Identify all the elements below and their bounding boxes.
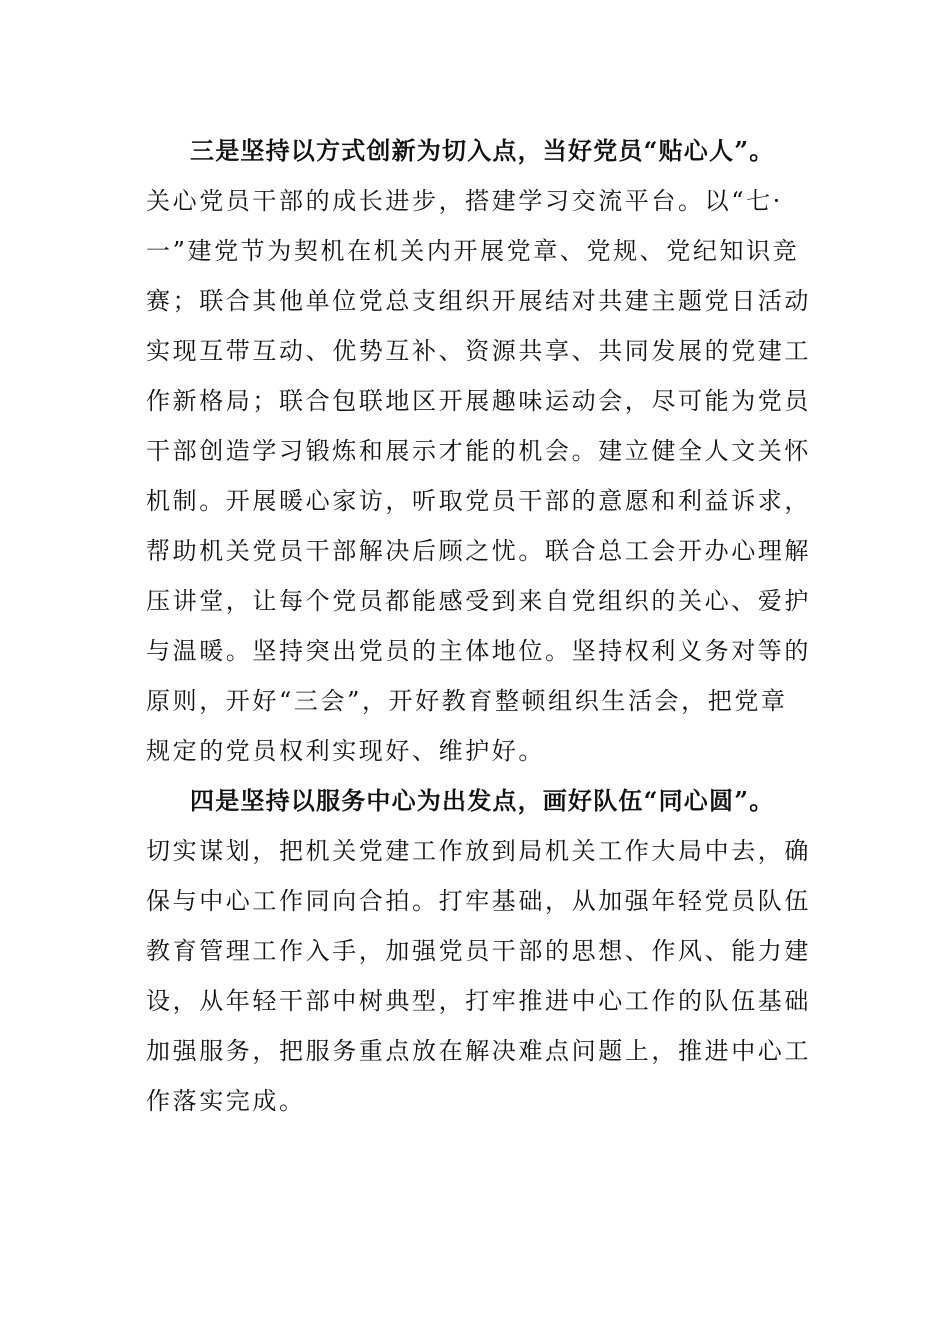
section-heading: 四是坚持以服务中心为出发点，画好队伍“同心圆”。 (190, 786, 775, 815)
paragraph-line: 设，从年轻干部中树典型，打牢推进中心工作的队伍基础 (146, 987, 811, 1015)
paragraph-line: 作落实完成。 (146, 1087, 306, 1115)
paragraph-line: 加强服务，把服务重点放在解决难点问题上，推进中心工 (146, 1037, 811, 1065)
paragraph-line: 实现互带互动、优势互补、资源共享、共同发展的党建工 (146, 337, 811, 365)
paragraph-line: 与温暖。坚持突出党员的主体地位。坚持权利义务对等的 (146, 637, 811, 665)
paragraph-line: 教育管理工作入手，加强党员干部的思想、作风、能力建 (146, 937, 811, 965)
paragraph-line: 赛；联合其他单位党总支组织开展结对共建主题党日活动 (146, 287, 811, 315)
paragraph-line: 切实谋划，把机关党建工作放到局机关工作大局中去，确 (146, 837, 811, 865)
paragraph-line: 原则，开好“三会”，开好教育整顿组织生活会，把党章 (146, 687, 788, 715)
paragraph-line: 机制。开展暖心家访，听取党员干部的意愿和利益诉求， (146, 487, 811, 515)
section-3-service-heart (146, 126, 811, 776)
section-4-serve-center (146, 776, 811, 1126)
paragraph-line: 保与中心工作同向合拍。打牢基础，从加强年轻党员队伍 (146, 887, 811, 915)
paragraph-line: 帮助机关党员干部解决后顾之忧。联合总工会开办心理解 (146, 537, 811, 565)
paragraph-line: 压讲堂，让每个党员都能感受到来自党组织的关心、爱护 (146, 587, 811, 615)
paragraph-line: 一”建党节为契机在机关内开展党章、党规、党纪知识竞 (146, 237, 800, 265)
paragraph-line: 关心党员干部的成长进步，搭建学习交流平台。以“七· (146, 187, 783, 215)
section-heading: 三是坚持以方式创新为切入点，当好党员“贴心人”。 (190, 136, 775, 165)
paragraph-line: 作新格局；联合包联地区开展趣味运动会，尽可能为党员 (146, 387, 811, 415)
paragraph-line: 规定的党员权利实现好、维护好。 (146, 737, 545, 765)
paragraph-line: 干部创造学习锻炼和展示才能的机会。建立健全人文关怀 (146, 437, 811, 465)
